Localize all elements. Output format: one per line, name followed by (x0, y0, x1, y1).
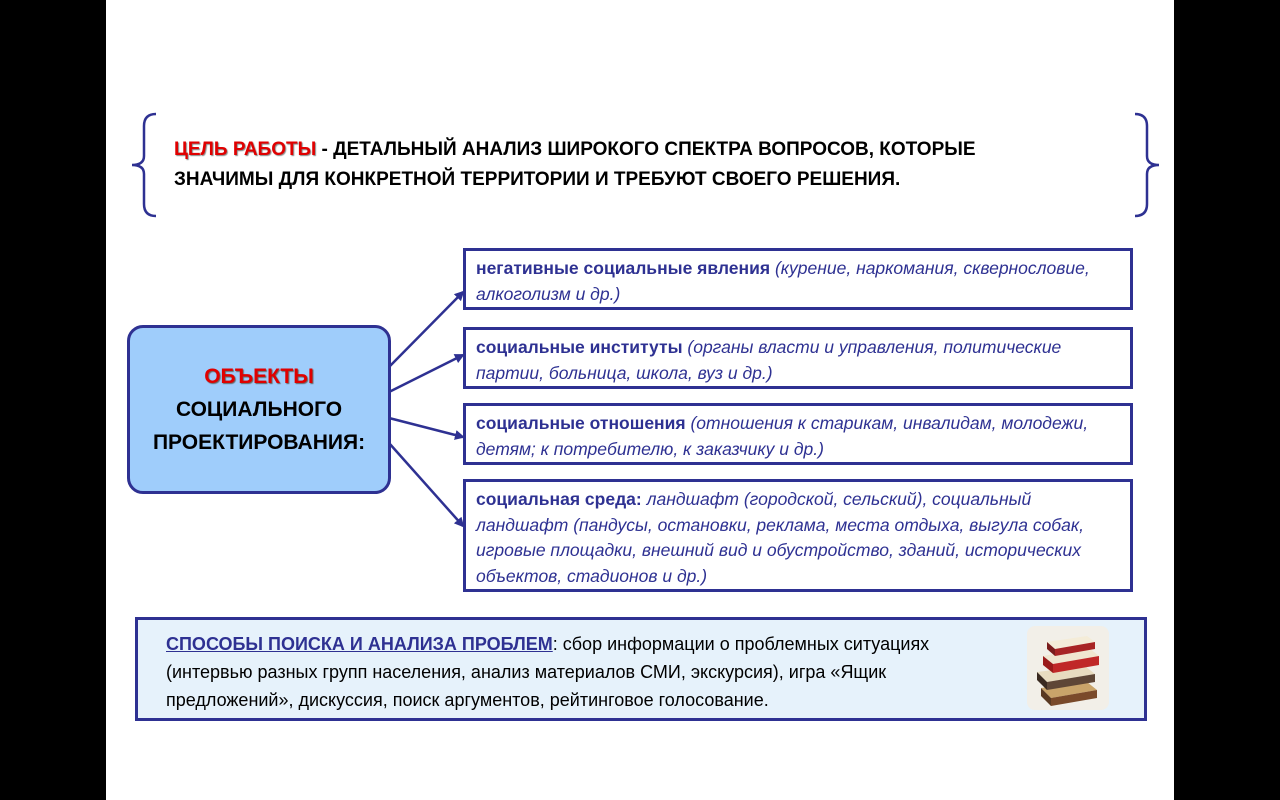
object-title: негативные социальные явления (476, 258, 771, 278)
books-icon (1027, 626, 1109, 710)
methods-heading: СПОСОБЫ ПОИСКА И АНАЛИЗА ПРОБЛЕМ (166, 634, 553, 654)
arrow-2 (389, 355, 463, 392)
object-detail: ландшафт (городской, сельский), социальный ландшафт (пандусы, остановки, реклама, места отдыха, выгула собак, игровые площадки, внешний вид и обустройство, зданий, исторических объектов, стадионов и др.) (476, 489, 1084, 586)
methods-box (135, 617, 1147, 721)
arrow-1 (389, 292, 463, 367)
center-line1: ОБЪЕКТЫ (204, 365, 314, 388)
object-detail: (органы власти и управления, политические партии, больница, школа, вуз и др.) (476, 337, 1062, 383)
center-line2: СОЦИАЛЬНОГО (175, 398, 343, 421)
center-objects-box (127, 325, 391, 494)
object-title: социальные институты (476, 337, 683, 357)
goal-text-line2: ЗНАЧИМЫ ДЛЯ КОНКРЕТНОЙ ТЕРРИТОРИИ И ТРЕБУЮТ СВОЕГО РЕШЕНИЯ. (174, 169, 901, 190)
object-box-negative-phenomena (463, 248, 1133, 310)
object-title: социальная среда: (476, 489, 642, 509)
object-title: социальные отношения (476, 413, 686, 433)
object-box-social-relations (463, 403, 1133, 465)
arrow-3 (389, 418, 463, 437)
center-line3: ПРОЕКТИРОВАНИЯ: (152, 431, 366, 454)
object-box-social-institutions (463, 327, 1133, 389)
object-detail: (курение, наркомания, сквернословие, алкоголизм и др.) (476, 258, 1090, 304)
object-detail: (отношения к старикам, инвалидам, молодежи, детям; к потребителю, к заказчику и др.) (476, 413, 1089, 459)
methods-text: : сбор информации о проблемных ситуациях (интервью разных групп населения, анализ материалов СМИ, экскурсия), игра «Ящик предложений», дискуссия, поиск аргументов, рейтинговое голосование. (166, 634, 930, 710)
object-box-social-environment (463, 479, 1133, 592)
goal-label: ЦЕЛЬ РАБОТЫ (174, 139, 317, 160)
slide (106, 0, 1174, 800)
arrow-4 (389, 443, 463, 526)
goal-text-line1: - ДЕТАЛЬНЫЙ АНАЛИЗ ШИРОКОГО СПЕКТРА ВОПРОСОВ, КОТОРЫЕ (316, 139, 976, 160)
